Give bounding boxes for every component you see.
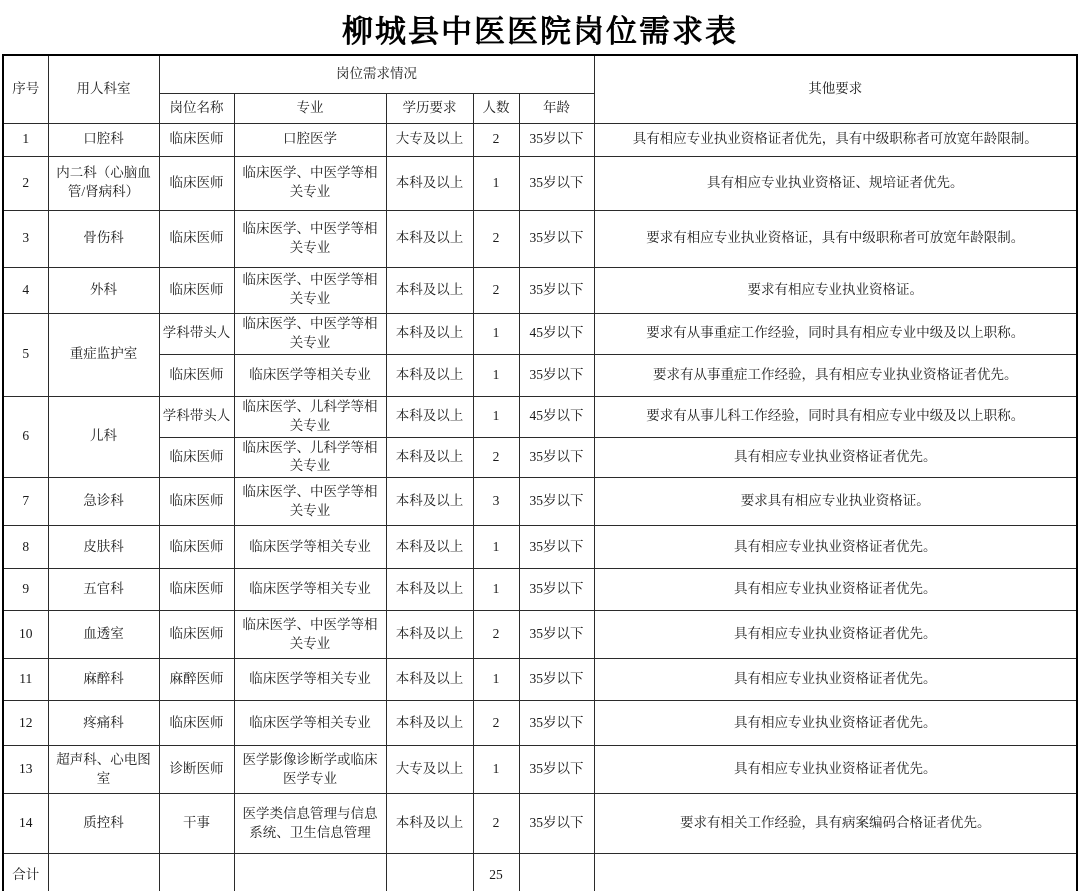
cell-other: 要求有从事儿科工作经验，同时具有相应专业中级及以上职称。 xyxy=(594,396,1077,437)
cell-major: 临床医学、中医学等相关专业 xyxy=(234,611,386,659)
table-row xyxy=(3,267,1077,313)
cell-degree: 本科及以上 xyxy=(386,267,473,313)
cell-serial: 12 xyxy=(3,701,48,746)
cell-major: 临床医学、儿科学等相关专业 xyxy=(234,437,386,478)
cell-degree: 本科及以上 xyxy=(386,478,473,526)
cell-position: 临床医师 xyxy=(159,210,234,267)
table-row xyxy=(3,701,1077,746)
cell-serial: 3 xyxy=(3,210,48,267)
cell-count: 25 xyxy=(473,854,519,891)
cell-other: 要求具有相应专业执业资格证。 xyxy=(594,478,1077,526)
cell-serial: 9 xyxy=(3,569,48,611)
cell-count: 2 xyxy=(473,794,519,854)
cell-degree: 本科及以上 xyxy=(386,794,473,854)
table-row xyxy=(3,478,1077,526)
cell-degree: 本科及以上 xyxy=(386,354,473,396)
cell-position: 临床医师 xyxy=(159,569,234,611)
cell-major: 医学影像诊断学或临床医学专业 xyxy=(234,746,386,794)
cell-age: 35岁以下 xyxy=(519,659,594,701)
cell-count: 1 xyxy=(473,746,519,794)
cell-age: 35岁以下 xyxy=(519,156,594,210)
table-row xyxy=(3,123,1077,156)
cell-department: 内二科（心脑血管/肾病科） xyxy=(48,156,159,210)
cell-serial: 7 xyxy=(3,478,48,526)
cell-other: 具有相应专业执业资格证者优先。 xyxy=(594,569,1077,611)
cell-age: 35岁以下 xyxy=(519,611,594,659)
cell-degree: 本科及以上 xyxy=(386,659,473,701)
cell-major: 临床医学、中医学等相关专业 xyxy=(234,156,386,210)
cell-serial: 2 xyxy=(3,156,48,210)
header-age: 年龄 xyxy=(519,93,594,123)
cell-count: 1 xyxy=(473,569,519,611)
cell-position: 临床医师 xyxy=(159,123,234,156)
cell-position xyxy=(159,854,234,891)
cell-department: 麻醉科 xyxy=(48,659,159,701)
table-row xyxy=(3,437,1077,478)
cell-serial: 5 xyxy=(3,313,48,396)
cell-degree: 本科及以上 xyxy=(386,526,473,569)
table-row xyxy=(3,659,1077,701)
cell-department: 儿科 xyxy=(48,396,159,478)
cell-department xyxy=(48,854,159,891)
cell-degree: 本科及以上 xyxy=(386,611,473,659)
cell-department: 五官科 xyxy=(48,569,159,611)
table-row xyxy=(3,354,1077,396)
header-degree: 学历要求 xyxy=(386,93,473,123)
header-department: 用人科室 xyxy=(48,55,159,123)
cell-degree: 本科及以上 xyxy=(386,701,473,746)
cell-age: 45岁以下 xyxy=(519,396,594,437)
cell-major: 临床医学、中医学等相关专业 xyxy=(234,210,386,267)
cell-major: 临床医学、中医学等相关专业 xyxy=(234,478,386,526)
cell-age: 35岁以下 xyxy=(519,526,594,569)
cell-other: 要求有从事重症工作经验，同时具有相应专业中级及以上职称。 xyxy=(594,313,1077,354)
cell-degree: 本科及以上 xyxy=(386,569,473,611)
cell-other: 具有相应专业执业资格证者优先，具有中级职称者可放宽年龄限制。 xyxy=(594,123,1077,156)
cell-serial: 13 xyxy=(3,746,48,794)
cell-count: 1 xyxy=(473,313,519,354)
cell-department: 疼痛科 xyxy=(48,701,159,746)
cell-degree: 本科及以上 xyxy=(386,313,473,354)
cell-age: 35岁以下 xyxy=(519,123,594,156)
cell-count: 1 xyxy=(473,659,519,701)
cell-position: 学科带头人 xyxy=(159,396,234,437)
cell-serial: 1 xyxy=(3,123,48,156)
table-row xyxy=(3,156,1077,210)
cell-position: 临床医师 xyxy=(159,267,234,313)
cell-department: 质控科 xyxy=(48,794,159,854)
cell-position: 麻醉医师 xyxy=(159,659,234,701)
cell-other: 具有相应专业执业资格证者优先。 xyxy=(594,746,1077,794)
cell-position: 临床医师 xyxy=(159,611,234,659)
cell-position: 临床医师 xyxy=(159,478,234,526)
cell-position: 干事 xyxy=(159,794,234,854)
cell-other: 具有相应专业执业资格证者优先。 xyxy=(594,611,1077,659)
cell-count: 2 xyxy=(473,701,519,746)
cell-age: 35岁以下 xyxy=(519,794,594,854)
cell-serial: 6 xyxy=(3,396,48,478)
cell-other: 要求有相应专业执业资格证，具有中级职称者可放宽年龄限制。 xyxy=(594,210,1077,267)
cell-major: 临床医学等相关专业 xyxy=(234,701,386,746)
table-body xyxy=(3,123,1077,891)
table-row xyxy=(3,611,1077,659)
cell-serial: 8 xyxy=(3,526,48,569)
cell-major: 临床医学、中医学等相关专业 xyxy=(234,313,386,354)
cell-count: 1 xyxy=(473,526,519,569)
table-header xyxy=(3,55,1077,123)
cell-major: 临床医学等相关专业 xyxy=(234,526,386,569)
cell-department: 骨伤科 xyxy=(48,210,159,267)
cell-department: 血透室 xyxy=(48,611,159,659)
cell-department: 超声科、心电图室 xyxy=(48,746,159,794)
cell-department: 皮肤科 xyxy=(48,526,159,569)
cell-degree: 本科及以上 xyxy=(386,156,473,210)
cell-serial: 14 xyxy=(3,794,48,854)
cell-degree: 大专及以上 xyxy=(386,746,473,794)
cell-serial: 10 xyxy=(3,611,48,659)
cell-degree: 本科及以上 xyxy=(386,437,473,478)
cell-age: 35岁以下 xyxy=(519,210,594,267)
cell-other: 具有相应专业执业资格证者优先。 xyxy=(594,701,1077,746)
cell-count: 2 xyxy=(473,210,519,267)
table-row xyxy=(3,746,1077,794)
cell-age: 35岁以下 xyxy=(519,701,594,746)
cell-age: 35岁以下 xyxy=(519,746,594,794)
cell-count: 1 xyxy=(473,396,519,437)
cell-position: 临床医师 xyxy=(159,437,234,478)
cell-age xyxy=(519,854,594,891)
cell-major: 医学类信息管理与信息系统、卫生信息管理 xyxy=(234,794,386,854)
cell-position: 学科带头人 xyxy=(159,313,234,354)
cell-count: 3 xyxy=(473,478,519,526)
header-position: 岗位名称 xyxy=(159,93,234,123)
cell-position: 临床医师 xyxy=(159,354,234,396)
cell-department: 外科 xyxy=(48,267,159,313)
cell-degree: 本科及以上 xyxy=(386,396,473,437)
header-demand-group: 岗位需求情况 xyxy=(159,55,594,93)
cell-major: 口腔医学 xyxy=(234,123,386,156)
total-row xyxy=(3,854,1077,891)
table-row xyxy=(3,210,1077,267)
cell-serial: 4 xyxy=(3,267,48,313)
table-row xyxy=(3,526,1077,569)
header-other: 其他要求 xyxy=(594,55,1077,123)
table-row xyxy=(3,794,1077,854)
positions-table xyxy=(2,54,1078,891)
cell-count: 2 xyxy=(473,123,519,156)
page-title: 柳城县中医医院岗位需求表 xyxy=(342,14,738,49)
cell-age: 35岁以下 xyxy=(519,354,594,396)
table-row xyxy=(3,313,1077,354)
cell-other: 具有相应专业执业资格证、规培证者优先。 xyxy=(594,156,1077,210)
cell-major: 临床医学、儿科学等相关专业 xyxy=(234,396,386,437)
table-row xyxy=(3,396,1077,437)
cell-count: 2 xyxy=(473,437,519,478)
cell-count: 1 xyxy=(473,156,519,210)
cell-age: 35岁以下 xyxy=(519,478,594,526)
header-serial: 序号 xyxy=(3,55,48,123)
cell-position: 临床医师 xyxy=(159,526,234,569)
cell-department: 急诊科 xyxy=(48,478,159,526)
cell-major: 临床医学等相关专业 xyxy=(234,659,386,701)
cell-serial: 11 xyxy=(3,659,48,701)
cell-degree: 大专及以上 xyxy=(386,123,473,156)
cell-position: 临床医师 xyxy=(159,156,234,210)
cell-department: 重症监护室 xyxy=(48,313,159,396)
header-row-top xyxy=(3,55,1077,93)
header-major: 专业 xyxy=(234,93,386,123)
cell-major: 临床医学、中医学等相关专业 xyxy=(234,267,386,313)
cell-age: 45岁以下 xyxy=(519,313,594,354)
cell-other: 具有相应专业执业资格证者优先。 xyxy=(594,437,1077,478)
cell-degree: 本科及以上 xyxy=(386,210,473,267)
cell-serial: 合计 xyxy=(3,854,48,891)
cell-position: 诊断医师 xyxy=(159,746,234,794)
cell-other: 要求有相应专业执业资格证。 xyxy=(594,267,1077,313)
cell-degree xyxy=(386,854,473,891)
cell-other: 要求有从事重症工作经验，具有相应专业执业资格证者优先。 xyxy=(594,354,1077,396)
cell-position: 临床医师 xyxy=(159,701,234,746)
cell-major: 临床医学等相关专业 xyxy=(234,569,386,611)
cell-other xyxy=(594,854,1077,891)
cell-age: 35岁以下 xyxy=(519,437,594,478)
table-row xyxy=(3,569,1077,611)
cell-age: 35岁以下 xyxy=(519,267,594,313)
cell-major xyxy=(234,854,386,891)
cell-major: 临床医学等相关专业 xyxy=(234,354,386,396)
cell-other: 要求有相关工作经验，具有病案编码合格证者优先。 xyxy=(594,794,1077,854)
cell-department: 口腔科 xyxy=(48,123,159,156)
header-count: 人数 xyxy=(473,93,519,123)
cell-count: 1 xyxy=(473,354,519,396)
cell-other: 具有相应专业执业资格证者优先。 xyxy=(594,659,1077,701)
cell-count: 2 xyxy=(473,611,519,659)
cell-age: 35岁以下 xyxy=(519,569,594,611)
cell-count: 2 xyxy=(473,267,519,313)
cell-other: 具有相应专业执业资格证者优先。 xyxy=(594,526,1077,569)
